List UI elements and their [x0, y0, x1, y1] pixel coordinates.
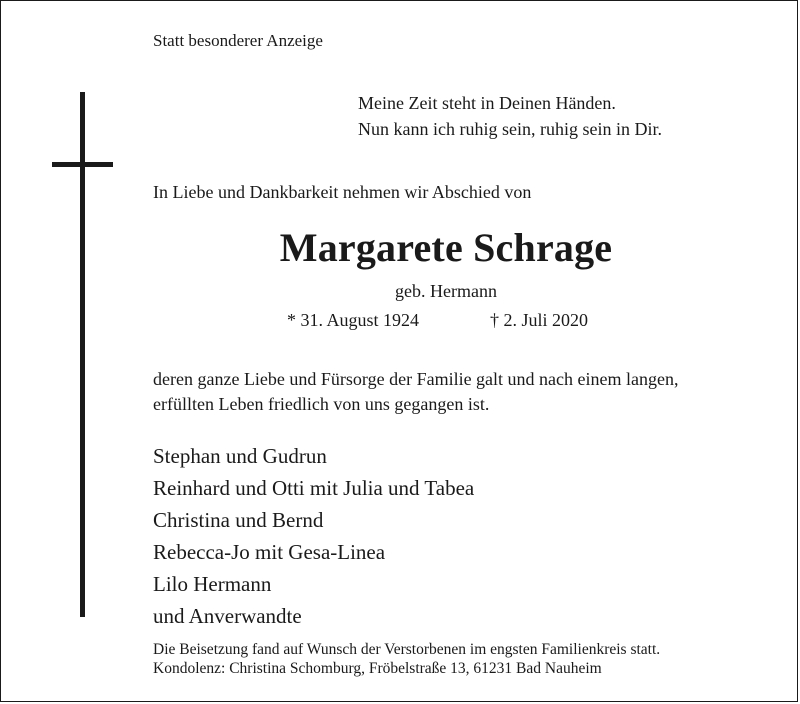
cross-icon-vertical-bar [80, 92, 85, 617]
cross-icon-horizontal-bar [52, 162, 113, 167]
birth-date: * 31. August 1924 [287, 310, 420, 330]
mourner-entry: und Anverwandte [153, 604, 302, 628]
quote-line: Meine Zeit steht in Deinen Händen. [358, 93, 616, 113]
footer-notes [153, 640, 660, 678]
body-text [153, 367, 679, 417]
footer-line: Kondolenz: Christina Schomburg, Fröbelstraße 13, 61231 Bad Nauheim [153, 660, 602, 677]
body-text-line: deren ganze Liebe und Fürsorge der Familie galt und nach einem langen, [153, 369, 679, 389]
intro-text: In Liebe und Dankbarkeit nehmen wir Abschied von [153, 182, 532, 202]
maiden-name: geb. Hermann [395, 281, 497, 301]
mourner-entry: Christina und Bernd [153, 508, 324, 532]
mourner-entry: Stephan und Gudrun [153, 444, 327, 468]
deceased-name: Margarete Schrage [279, 225, 613, 270]
mourners-list [153, 440, 474, 632]
quote-line: Nun kann ich ruhig sein, ruhig sein in Dir. [358, 119, 662, 139]
mourner-entry: Lilo Hermann [153, 572, 272, 596]
mourner-entry: Reinhard und Otti mit Julia und Tabea [153, 476, 475, 500]
footer-line: Die Beisetzung fand auf Wunsch der Verstorbenen im engsten Familienkreis statt. [153, 641, 661, 658]
death-date: † 2. Juli 2020 [490, 310, 589, 330]
notice-header: Statt besonderer Anzeige [153, 31, 323, 50]
quote-block [358, 90, 662, 142]
body-text-line: erfüllten Leben friedlich von uns gegangen ist. [153, 394, 490, 414]
mourner-entry: Rebecca-Jo mit Gesa-Linea [153, 540, 386, 564]
